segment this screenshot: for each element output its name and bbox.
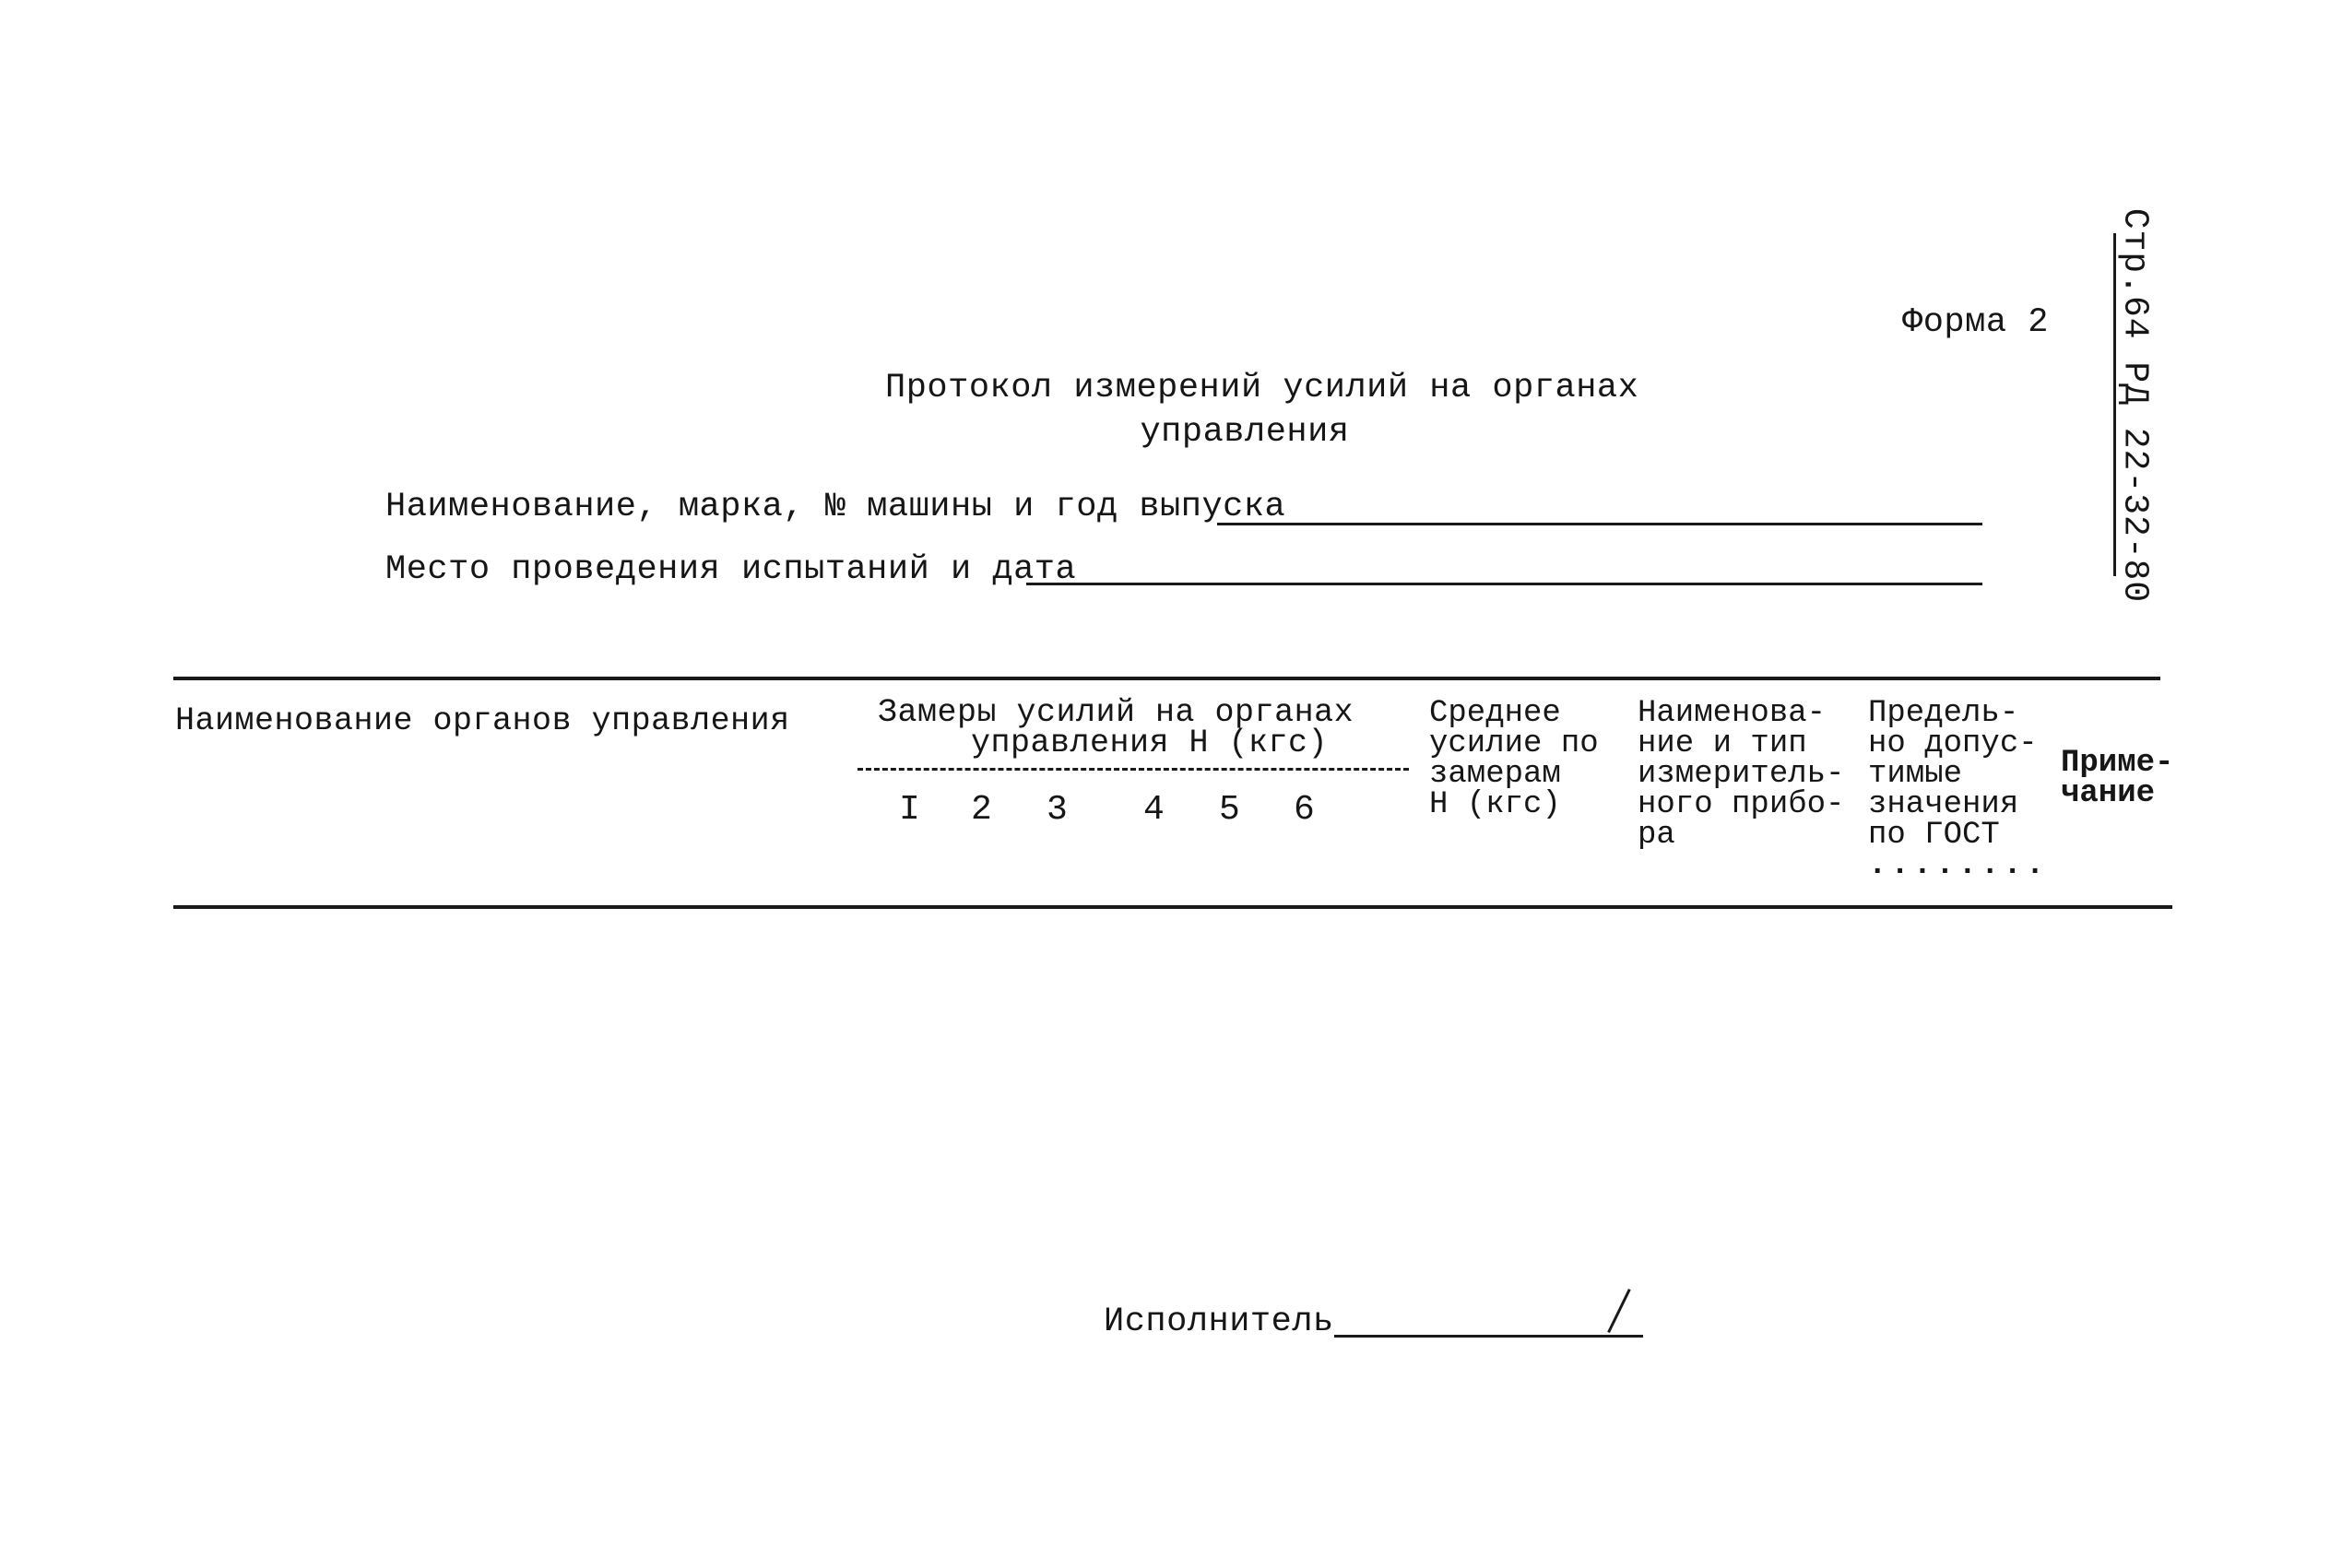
table-header-bottom-rule [173, 905, 2172, 909]
side-code-text: Стр.64 РД 22-32-80 [2114, 207, 2155, 604]
measure-number-4: 4 [1143, 790, 1165, 830]
header-controls: Наименование органов управления [175, 702, 790, 739]
place-date-field-line[interactable] [1026, 583, 1982, 585]
measure-number-3: 3 [1047, 790, 1069, 830]
header-instrument-line: ра [1638, 818, 1675, 853]
header-instrument-line: измеритель- [1638, 757, 1845, 792]
header-instrument-line: ного прибо- [1638, 787, 1845, 822]
form-label: Форма 2 [1902, 303, 2049, 342]
header-instrument-line: Наименова- [1638, 696, 1827, 731]
document-title-line1: Протокол измерений усилий на органах [885, 369, 1639, 407]
header-limits-line: значения [1868, 787, 2019, 822]
machine-field-label: Наименование, марка, № машины и год выпуска [385, 488, 1286, 526]
header-instrument-line: ние и тип [1638, 726, 1807, 761]
table-top-rule [173, 677, 2160, 680]
header-average-line: усилие по [1429, 726, 1599, 761]
signature-slash [1607, 1289, 1630, 1333]
measure-dashed-rule [857, 768, 1409, 771]
header-average-line: Среднее [1429, 696, 1561, 731]
header-note-line: Приме- [2061, 746, 2174, 781]
measure-number-1: I [899, 790, 921, 830]
document-title-line2: управления [1140, 413, 1350, 452]
header-average-line: замерам [1429, 757, 1561, 792]
header-limits-line: по ГОСТ [1868, 818, 2000, 853]
header-limits [1868, 696, 2049, 883]
header-note [2061, 746, 2174, 811]
place-date-field-label: Место проведения испытаний и дата [385, 550, 1077, 589]
measure-number-2: 2 [971, 790, 993, 830]
signature-line[interactable] [1334, 1335, 1643, 1338]
header-average-line: Н (кгс) [1429, 787, 1561, 822]
header-measure-line2: управления Н (кгс) [971, 725, 1329, 761]
measure-number-6: 6 [1294, 790, 1316, 830]
measure-number-5: 5 [1219, 790, 1241, 830]
header-limits-line: но допус- [1868, 726, 2038, 761]
header-limits-line: Предель- [1868, 696, 2019, 731]
header-limits-line: тимые [1868, 757, 1963, 792]
header-average [1429, 696, 1599, 822]
header-instrument [1638, 696, 1845, 853]
side-code [2107, 207, 2162, 604]
machine-field-line[interactable] [1217, 523, 1982, 525]
signature-label: Исполнитель [1104, 1303, 1334, 1341]
header-limits-dots: ........ [1868, 848, 2049, 883]
header-note-line: чание [2061, 776, 2156, 811]
header-measure-line1: Замеры усилий на органах [878, 694, 1354, 731]
